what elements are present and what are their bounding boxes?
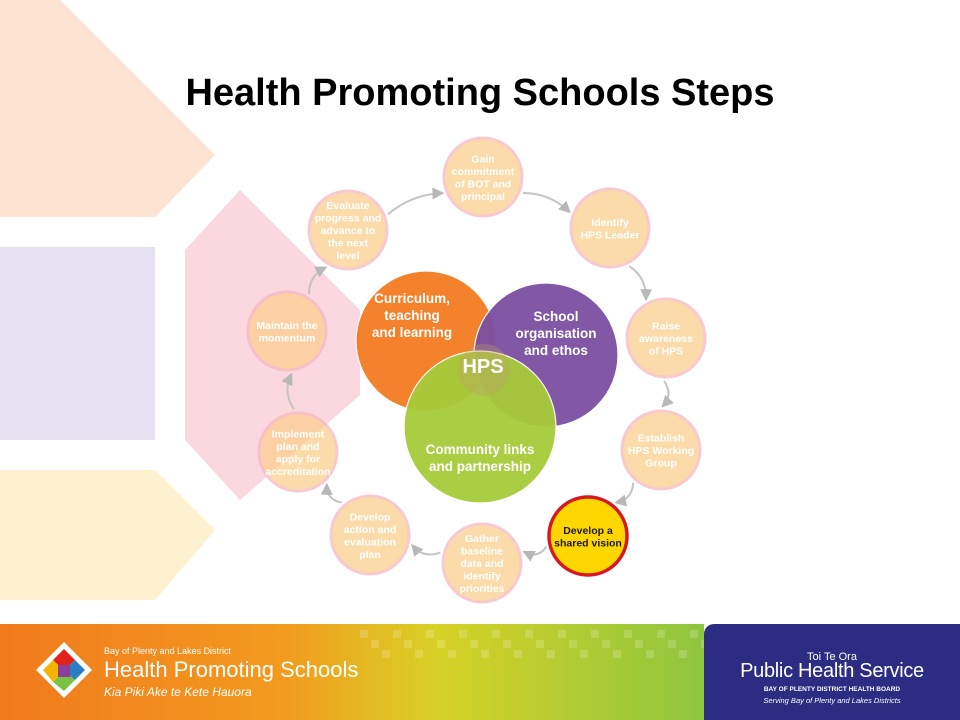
footer-check-decoration	[503, 640, 511, 648]
footer-check-decoration	[690, 630, 698, 638]
footer-check-decoration	[668, 640, 676, 648]
step-label: Implement	[271, 428, 325, 441]
phs-name-text: Public Health Service	[740, 660, 924, 682]
step-label: progress and	[314, 212, 382, 225]
step-label: action and	[343, 523, 397, 536]
step-label: Develop	[349, 511, 391, 524]
step-label: Maintain the	[256, 319, 318, 332]
cycle-arrow	[413, 546, 441, 555]
footer-check-decoration	[613, 650, 621, 658]
footer-check-decoration	[536, 640, 544, 648]
step-label: Develop a	[563, 524, 613, 537]
cycle-arrow	[287, 375, 294, 409]
venn-label: and learning	[371, 325, 453, 340]
footer-check-decoration	[404, 640, 412, 648]
step-label: plan and	[276, 440, 320, 453]
footer-check-decoration	[371, 640, 379, 648]
footer-check-decoration	[558, 630, 566, 638]
phs-top-text: Toi Te Ora	[807, 651, 857, 663]
step-node	[309, 191, 387, 269]
step-label: commitment	[451, 165, 515, 178]
cycle-arrow	[663, 381, 669, 406]
step-label: Gather	[465, 533, 499, 545]
footer-check-decoration	[580, 650, 588, 658]
step-label: Identify	[591, 216, 629, 229]
cycle-arrow	[327, 485, 342, 502]
footer-check-decoration	[635, 640, 643, 648]
footer-check-decoration	[514, 650, 522, 658]
cycle-arrow	[525, 547, 547, 555]
footer-check-decoration	[393, 630, 401, 638]
page-title: Health Promoting Schools Steps	[185, 72, 775, 114]
footer-check-decoration	[426, 630, 434, 638]
step-label: HPS Working	[627, 445, 695, 457]
step-label: principal	[461, 190, 505, 203]
step-label: plan	[359, 548, 381, 561]
step-node	[444, 138, 522, 216]
venn-label: and ethos	[524, 343, 588, 358]
footer-check-decoration	[459, 630, 467, 638]
footer-check-decoration	[591, 630, 599, 638]
cycle-arrow	[630, 266, 647, 299]
step-label: of BOT and	[454, 178, 512, 191]
step-label: HPS Leader	[580, 229, 640, 242]
step-node	[443, 524, 521, 602]
step-node	[248, 292, 326, 370]
step-node	[259, 413, 337, 491]
hps-center-label: HPS	[462, 356, 504, 378]
footer-check-decoration	[382, 650, 390, 658]
step-label: Raise	[651, 320, 681, 333]
footer-hps-brand	[0, 624, 704, 720]
venn-label: and partnership	[428, 459, 532, 474]
step-label: identify	[463, 570, 501, 583]
venn-label: Community links	[425, 442, 535, 457]
step-label: data and	[460, 558, 504, 570]
footer-check-decoration	[470, 640, 478, 648]
venn-label: School	[533, 309, 579, 324]
step-label: Group	[645, 457, 677, 470]
footer-check-decoration	[547, 650, 555, 658]
step-label: baseline	[460, 545, 504, 558]
step-label: level	[336, 250, 360, 262]
step-label: the next	[327, 237, 369, 250]
phs-serving-text: Serving Bay of Plenty and Lakes Districts	[763, 696, 901, 705]
step-label: momentum	[258, 332, 316, 345]
step-label: of HPS	[648, 345, 684, 358]
step-label: Evaluate	[326, 200, 370, 212]
brand-name-text: Health Promoting Schools	[104, 657, 359, 682]
venn-label: organisation	[515, 326, 597, 341]
step-node	[571, 189, 649, 267]
step-label: Gain	[471, 153, 495, 166]
phs-board-text: BAY OF PLENTY DISTRICT HEALTH BOARD	[763, 686, 901, 693]
brand-region-text: Bay of Plenty and Lakes District	[104, 646, 232, 656]
footer-check-decoration	[448, 650, 456, 658]
venn-label: teaching	[384, 308, 440, 323]
footer-check-decoration	[646, 650, 654, 658]
footer-check-decoration	[415, 650, 423, 658]
footer-phs-brand	[704, 624, 960, 720]
step-label: apply for	[275, 453, 321, 466]
cycle-arrow	[388, 193, 442, 214]
footer-check-decoration	[569, 640, 577, 648]
step-label: Establish	[637, 432, 685, 445]
brand-tagline-text: Kia Piki Ake te Kete Hauora	[104, 685, 252, 699]
footer-check-decoration	[602, 640, 610, 648]
cycle-arrow	[617, 483, 634, 503]
step-label: accreditation	[265, 465, 331, 478]
step-node	[622, 411, 700, 489]
footer-banner	[0, 624, 960, 720]
footer-check-decoration	[492, 630, 500, 638]
step-label: awareness	[639, 333, 693, 345]
footer-check-decoration	[481, 650, 489, 658]
venn-label: Curriculum,	[374, 291, 450, 306]
step-label: evaluation	[344, 536, 396, 549]
footer-check-decoration	[437, 640, 445, 648]
step-node	[627, 299, 705, 377]
cycle-arrow	[523, 193, 569, 212]
cycle-arrow	[309, 268, 325, 295]
step-node	[549, 497, 627, 575]
footer-check-decoration	[657, 630, 665, 638]
step-label: priorities	[459, 583, 505, 595]
step-node	[331, 496, 409, 574]
footer-check-decoration	[679, 650, 687, 658]
step-label: shared vision	[554, 537, 622, 550]
venn-diagram	[356, 271, 618, 503]
footer-check-decoration	[360, 630, 368, 638]
footer-check-decoration	[525, 630, 533, 638]
hps-logo-icon	[34, 640, 94, 700]
footer-check-decoration	[624, 630, 632, 638]
step-label: advance to	[320, 225, 376, 237]
